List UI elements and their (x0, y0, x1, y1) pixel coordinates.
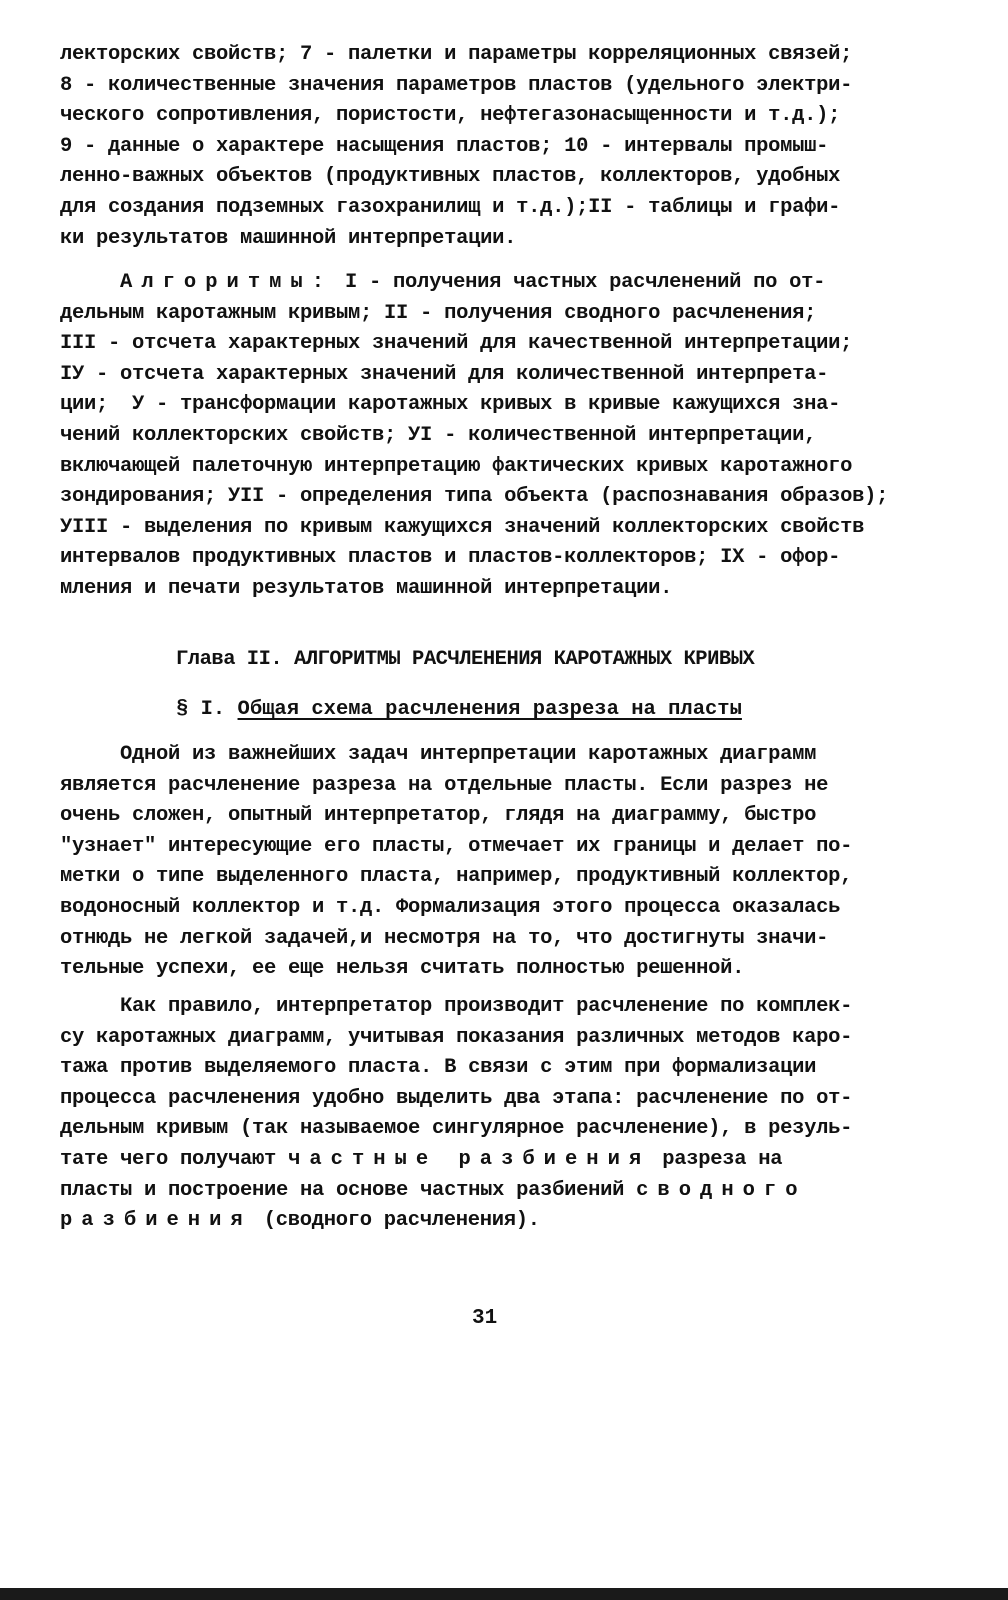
section-paragraph-1 (60, 740, 960, 985)
text-line: ческого сопротивления, пористости, нефтегазонасыщенности и т.д.); (60, 104, 841, 128)
text-line: зондирования; УII - определения типа объекта (распознавания образов); (60, 485, 889, 509)
text-line: ленно-важных объектов (продуктивных пластов, коллекторов, удобных (60, 165, 841, 189)
text-line: включающей палеточную интерпретацию фактических кривых каротажного (60, 454, 853, 478)
page-number: 31 (472, 1307, 498, 1330)
section-paragraph-2 (60, 992, 960, 1237)
text-line: является расчленение разреза на отдельные пласты. Если разрез не (60, 773, 829, 797)
scan-bottom-edge (0, 1588, 1008, 1600)
text-line: Одной из важнейших задач интерпретации каротажных диаграмм (60, 743, 817, 766)
text-line (60, 1176, 960, 1207)
text-line: дельным каротажным кривым; II - получения сводного расчленения; (60, 301, 817, 325)
text-line: отнюдь не легкой задачей,и несмотря на то, что достигнуты значи- (60, 926, 829, 950)
text-line: су каротажных диаграмм, учитывая показания различных методов каро- (60, 1025, 853, 1049)
text-line: ции; У - трансформации каротажных кривых в кривые кажущихся зна- (60, 393, 841, 417)
text-line (60, 1145, 960, 1176)
text-line: ки результатов машинной интерпретации. (60, 226, 517, 250)
text-line: УIII - выделения по кривым кажущихся значений коллекторских свойств (60, 515, 865, 539)
text-line: мления и печати результатов машинной интерпретации. (60, 576, 673, 600)
algorithms-paragraph (60, 268, 960, 605)
text-line: для создания подземных газохранилищ и т.д.);II - таблицы и графи- (60, 195, 841, 219)
spaced-term-partial-partitions: частные разбиения (288, 1147, 651, 1171)
text-line: дельным кривым (так называемое сингулярное расчленение), в резуль- (60, 1117, 853, 1141)
section-title: Общая схема расчленения разреза на пласты (237, 698, 742, 721)
spaced-term-partition: разбиения (60, 1209, 252, 1233)
text-line: тажа против выделяемого пласта. В связи с этим при формализации (60, 1056, 817, 1080)
section-heading (176, 698, 742, 721)
line-start: тате чего получают (60, 1147, 289, 1171)
text-line: процесса расчленения удобно выделить два этапа: расчленение по от- (60, 1086, 853, 1110)
algorithms-first-line: I - получения частных расчленений по от- (333, 271, 826, 294)
chapter-title: Глава II. АЛГОРИТМЫ РАСЧЛЕНЕНИЯ КАРОТАЖНЫХ КРИВЫХ (176, 648, 755, 671)
text-line: интервалов продуктивных пластов и пластов-коллекторов; IX - офор- (60, 546, 841, 570)
line-end: разреза на (650, 1147, 783, 1171)
line-start: пласты и построение на основе частных разбиений (60, 1178, 637, 1202)
algorithms-term: Алгоритмы: (120, 271, 334, 294)
text-line: чений коллекторских свойств; УI - количественной интерпретации, (60, 423, 817, 447)
intro-paragraph (60, 40, 960, 254)
text-line: очень сложен, опытный интерпретатор, глядя на диаграмму, быстро (60, 804, 817, 828)
text-line: лекторских свойств; 7 - палетки и параметры корреляционных связей; (60, 43, 853, 66)
text-line: 9 - данные о характере насыщения пластов; 10 - интервалы промыш- (60, 134, 829, 158)
text-line: водоносный коллектор и т.д. Формализация этого процесса оказалась (60, 895, 841, 919)
text-line: 8 - количественные значения параметров пластов (удельного электри- (60, 73, 853, 97)
text-line: тельные успехи, ее еще нельзя считать полностью решенной. (60, 957, 745, 981)
text-line: метки о типе выделенного пласта, например, продуктивный коллектор, (60, 865, 853, 889)
text-line: III - отсчета характерных значений для качественной интерпретации; (60, 332, 853, 356)
section-number: § I. (176, 698, 226, 721)
text-line: Как правило, интерпретатор производит расчленение по комплек- (60, 995, 853, 1018)
text-line: "узнает" интересующие его пласты, отмечает их границы и делает по- (60, 834, 853, 858)
spaced-term-summary: сводного (636, 1178, 807, 1202)
line-end: (сводного расчленения). (251, 1209, 540, 1233)
text-line: IУ - отсчета характерных значений для количественной интерпрета- (60, 362, 829, 386)
text-line (60, 268, 960, 299)
text-line (60, 1206, 960, 1237)
